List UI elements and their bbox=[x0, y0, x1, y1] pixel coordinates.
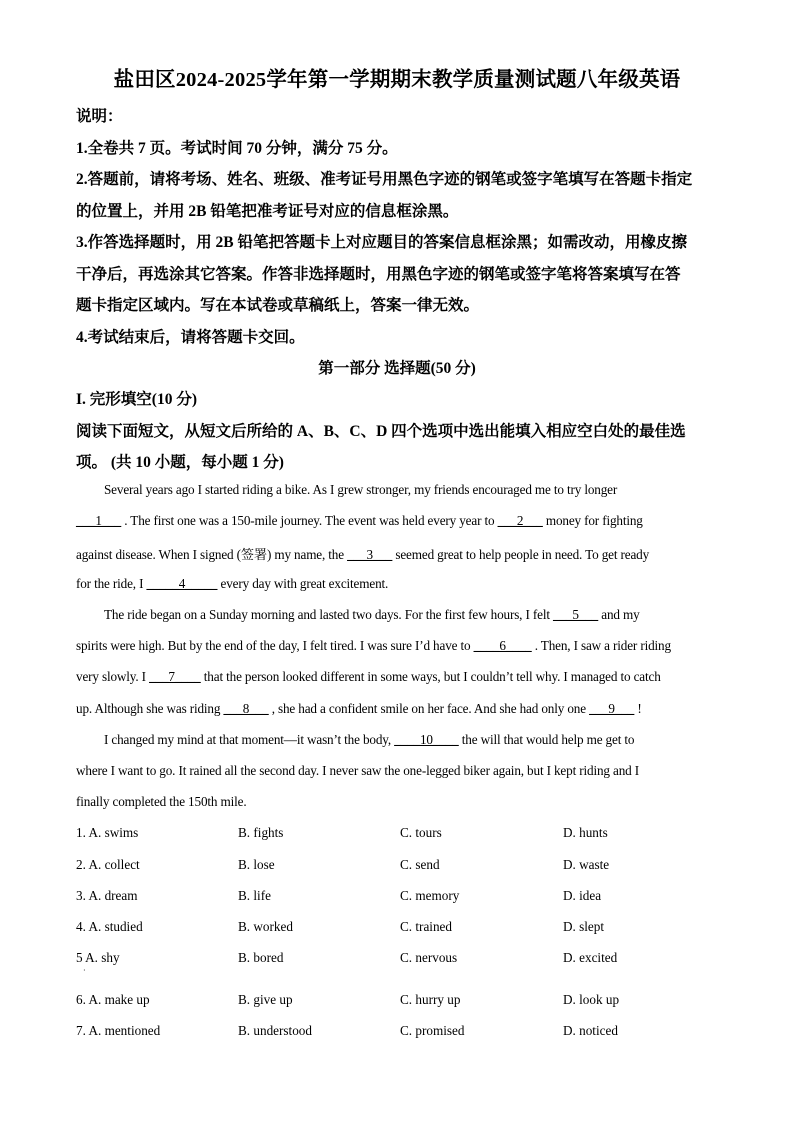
passage-text: the will that would help me get to bbox=[458, 732, 635, 747]
passage-text: and my bbox=[598, 607, 640, 622]
passage-text: . The first one was a 150-mile journey. The event was held every year to bbox=[121, 513, 498, 528]
option-c: C. tours bbox=[400, 825, 442, 840]
option-d: D. noticed bbox=[563, 1023, 618, 1038]
instruction-3b: 干净后，再选涂其它答案。作答非选择题时，用黑色字迹的钢笔或签字笔将答案填写在答 bbox=[76, 266, 681, 283]
part-heading: 第一部分 选择题(50 分) bbox=[318, 360, 476, 377]
passage-text: seemed great to help people in need. To get ready bbox=[392, 547, 650, 562]
option-d: D. excited bbox=[563, 950, 618, 965]
instruction-1: 1.全卷共 7 页。考试时间 70 分钟，满分 75 分。 bbox=[76, 140, 398, 157]
blank-7: ___7____ bbox=[149, 669, 201, 684]
section-directive-b: 项。 (共 10 小题，每小题 1 分) bbox=[76, 454, 284, 471]
option-c: C. promised bbox=[400, 1023, 465, 1038]
passage-line-10: where I want to go. It rained all the second day. I never saw the one-legged biker again, but I kept riding and I bbox=[76, 763, 639, 778]
option-b: B. bored bbox=[238, 950, 284, 965]
instruction-3a: 3.作答选择题时，用 2B 铅笔把答题卡上对应题目的答案信息框涂黑；如需改动，用橡皮擦 bbox=[76, 234, 687, 251]
passage-text: I changed my mind at that moment—it wasn’t the body, bbox=[104, 732, 395, 747]
blank-1: ___1___ bbox=[76, 513, 122, 528]
passage-line-5 bbox=[104, 607, 640, 623]
option-b: B. life bbox=[238, 888, 271, 903]
instruction-2a: 2.答题前，请将考场、姓名、班级、准考证号用黑色字迹的钢笔或签字笔填写在答题卡指定 bbox=[76, 171, 693, 188]
passage-text: up. Although she was riding bbox=[76, 701, 224, 716]
option-a: 1. A. swims bbox=[76, 825, 139, 840]
passage-text: that the person looked different in some ways, but I couldn’t tell why. I managed to catch bbox=[200, 669, 661, 684]
option-c: C. send bbox=[400, 857, 440, 872]
instructions-heading: 说明： bbox=[76, 108, 123, 125]
passage-text: , she had a confident smile on her face. And she had only one bbox=[268, 701, 590, 716]
blank-9: ___9___ bbox=[589, 701, 635, 716]
passage-line-9 bbox=[104, 732, 634, 748]
passage-text: for the ride, I bbox=[76, 576, 147, 591]
option-b: B. give up bbox=[238, 992, 293, 1007]
passage-line-1: Several years ago I started riding a bike. As I grew stronger, my friends encouraged me to try longer bbox=[104, 482, 618, 497]
passage-line-8 bbox=[76, 701, 642, 717]
option-d: D. idea bbox=[563, 888, 602, 903]
option-b: B. fights bbox=[238, 825, 284, 840]
blank-4: _____4_____ bbox=[146, 576, 218, 591]
option-d: D. slept bbox=[563, 919, 605, 934]
passage-line-7 bbox=[76, 669, 661, 685]
passage-text: ! bbox=[634, 701, 642, 716]
blank-8: ___8___ bbox=[223, 701, 269, 716]
section-heading: I. 完形填空(10 分) bbox=[76, 391, 197, 408]
option-d: D. hunts bbox=[563, 825, 608, 840]
option-c: C. hurry up bbox=[400, 992, 461, 1007]
blank-10: ____10____ bbox=[394, 732, 459, 747]
blank-3: ___3___ bbox=[347, 547, 393, 562]
passage-text: spirits were high. But by the end of the day, I felt tired. I was sure I’d have to bbox=[76, 638, 474, 653]
passage-line-4 bbox=[76, 576, 388, 592]
option-a: 3. A. dream bbox=[76, 888, 138, 903]
passage-text: The ride began on a Sunday morning and lasted two days. For the first few hours, I felt bbox=[104, 607, 553, 622]
passage-line-2 bbox=[76, 513, 643, 529]
passage-line-6 bbox=[76, 638, 671, 654]
instruction-2b: 的位置上，并用 2B 铅笔把准考证号对应的信息框涂黑。 bbox=[76, 203, 459, 220]
option-a: 6. A. make up bbox=[76, 992, 150, 1007]
option-a: 5 A. shy bbox=[76, 950, 120, 965]
passage-text: every day with great excitement. bbox=[217, 576, 389, 591]
passage-text: very slowly. I bbox=[76, 669, 150, 684]
passage-text: against disease. When I signed (签署) my name, the bbox=[76, 547, 348, 562]
passage-line-3 bbox=[76, 544, 649, 563]
option-a: 7. A. mentioned bbox=[76, 1023, 161, 1038]
option-a: 4. A. studied bbox=[76, 919, 143, 934]
stray-dot: · bbox=[83, 966, 86, 975]
option-b: B. worked bbox=[238, 919, 293, 934]
option-c: C. memory bbox=[400, 888, 460, 903]
option-c: C. trained bbox=[400, 919, 453, 934]
passage-text: . Then, I saw a rider riding bbox=[531, 638, 671, 653]
option-a: 2. A. collect bbox=[76, 857, 140, 872]
instruction-4: 4.考试结束后，请将答题卡交回。 bbox=[76, 329, 305, 346]
passage-line-11: finally completed the 150th mile. bbox=[76, 794, 247, 809]
blank-5: ___5___ bbox=[553, 607, 599, 622]
option-d: D. look up bbox=[563, 992, 620, 1007]
option-c: C. nervous bbox=[400, 950, 458, 965]
section-directive-a: 阅读下面短文，从短文后所给的 A、B、C、D 四个选项中选出能填入相应空白处的最佳选 bbox=[76, 423, 686, 440]
option-d: D. waste bbox=[563, 857, 610, 872]
passage-text: money for fighting bbox=[542, 513, 643, 528]
option-b: B. understood bbox=[238, 1023, 312, 1038]
exam-title: 盐田区2024-2025学年第一学期期末教学质量测试题八年级英语 bbox=[113, 69, 681, 91]
blank-2: ___2___ bbox=[497, 513, 543, 528]
option-b: B. lose bbox=[238, 857, 275, 872]
instruction-3c: 题卡指定区域内。写在本试卷或草稿纸上，答案一律无效。 bbox=[76, 297, 480, 314]
blank-6: ____6____ bbox=[473, 638, 532, 653]
